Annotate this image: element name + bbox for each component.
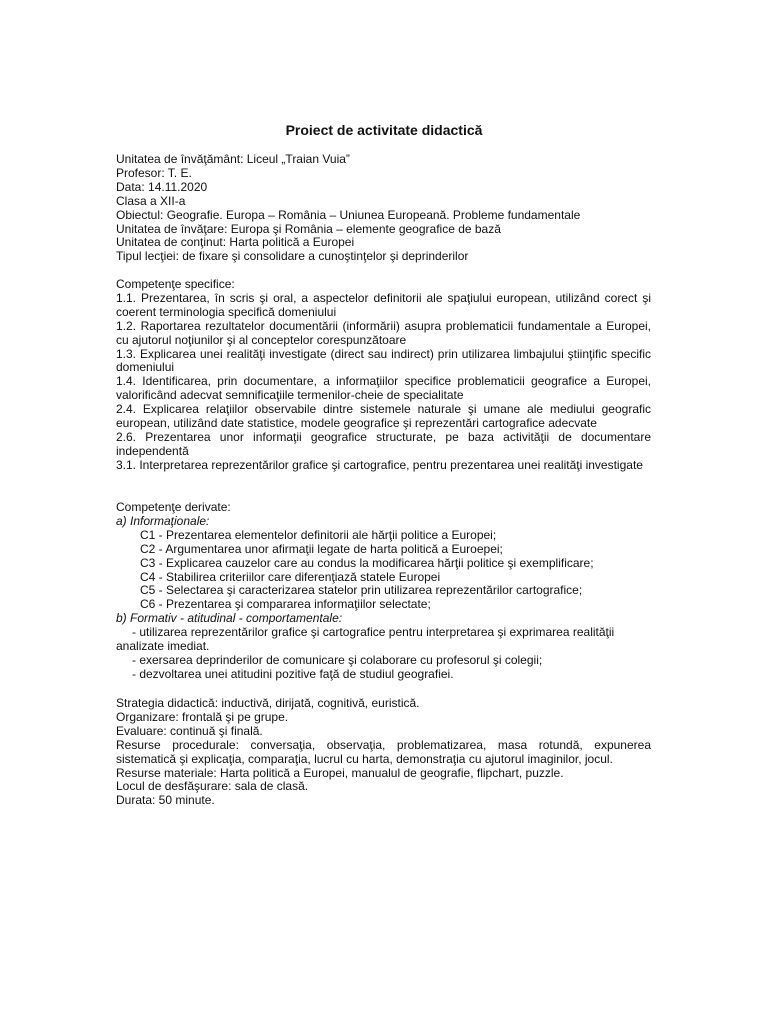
competence-item: 1.3. Explicarea unei realităţi investigate (direct sau indirect) prin utilizarea limbajului ştiinţific specific domeniului [116, 346, 651, 375]
derived-item: C1 - Prezentarea elementelor definitorii ale hărţii politice a Europei; [140, 527, 497, 542]
info-school: Unitatea de învăţământ: Liceul „Traian Vuia” [116, 152, 350, 166]
competence-item: 3.1. Interpretarea reprezentărilor grafice şi cartografice, pentru prezentarea unei realităţi investigate [116, 457, 643, 472]
formative-item: - utilizarea reprezentărilor grafice şi cartografice pentru interpretarea şi exprimarea realităţii analizate imediat. [116, 625, 615, 654]
specific-competences-heading: Competenţe specifice: [116, 277, 235, 291]
info-date: Data: 14.11.2020 [116, 179, 208, 194]
info-teacher: Profesor: T. E. [116, 165, 192, 180]
specific-competences [116, 278, 651, 473]
derived-competences [116, 501, 651, 682]
info-class: Clasa a XII-a [116, 193, 186, 208]
competence-item: 2.4. Explicarea relaţiilor observabile dintre sistemele naturale şi umane ale mediului geografic european, utilizând date statistice, modele geografice şi reprezentări cartografice adecvate [116, 402, 651, 431]
info-lesson-type: Tipul lecţiei: de fixare şi consolidare a cunoştinţelor şi deprinderilor [116, 249, 469, 264]
evaluation-line: Evaluare: continuă şi finală. [116, 723, 263, 738]
location-line: Locul de desfăşurare: sala de clasă. [116, 779, 309, 794]
strategy-line: Strategia didactică: inductivă, dirijată, cognitivă, euristică. [116, 696, 420, 710]
competence-item: 2.6. Prezentarea unor informaţii geografice structurate, pe baza activităţii de documentare independentă [116, 429, 651, 458]
info-content-unit: Unitatea de conţinut: Harta politică a Europei [116, 235, 355, 250]
document-title: Proiect de activitate didactică [285, 122, 483, 138]
derived-item: C2 - Argumentarea unor afirmaţii legate de harta politică a Euroepei; [140, 541, 503, 556]
info-learning-unit: Unitatea de învăţare: Europa şi România – elemente geografice de bază [116, 221, 501, 236]
derived-item: C6 - Prezentarea şi compararea informaţiilor selectate; [140, 597, 431, 612]
material-resources: Resurse materiale: Harta politică a Europei, manualul de geografie, flipchart, puzzle. [116, 765, 564, 780]
competence-item: 1.1. Prezentarea, în scris şi oral, a aspectelor definitorii ale spaţiului european, utilizând corect şi coerent terminologia specifică domeniului [116, 290, 651, 319]
lesson-info [116, 153, 651, 264]
formative-item: - dezvoltarea unei atitudini pozitive faţă de studiul geografiei. [132, 666, 454, 681]
organization-line: Organizare: frontală şi pe grupe. [116, 709, 289, 724]
derived-item: C4 - Stabilirea criteriilor care diferenţiază statele Europei [140, 569, 441, 584]
derived-item: C3 - Explicarea cauzelor care au condus la modificarea hărţii politice şi exemplificare; [140, 555, 594, 570]
info-subject: Obiectul: Geografie. Europa – România – Uniunea Europeană. Probleme fundamentale [116, 207, 581, 222]
competence-item: 1.2. Raportarea rezultatelor documentării (informării) asupra problematicii fundamentale a Europei, cu ajutorul noţiunilor şi al conceptelor corespunzătoare [116, 318, 651, 347]
derived-competences-heading: Competenţe derivate: [116, 500, 231, 514]
formative-label: b) Formativ - atitudinal - comportamentale: [116, 611, 343, 626]
duration-line: Durata: 50 minute. [116, 793, 215, 808]
informational-label: a) Informaţionale: [116, 513, 210, 528]
formative-item: - exersarea deprinderilor de comunicare şi colaborare cu profesorul şi colegii; [132, 652, 543, 667]
lesson-strategy [116, 697, 651, 808]
procedural-resources: Resurse procedurale: conversaţia, observaţia, problematizarea, masa rotundă, expunerea sistematică şi explicaţia, comparaţia, lucrul cu harta, demonstraţia cu ajutorul imaginilor, jocul. [116, 737, 651, 766]
competence-item: 1.4. Identificarea, prin documentare, a informaţiilor specifice problematicii geografice a Europei, valorificând adecvat semnificaţiile termenilor-cheie de specialitate [116, 374, 651, 403]
derived-item: C5 - Selectarea şi caracterizarea statelor prin utilizarea reprezentărilor cartografice; [140, 583, 583, 598]
